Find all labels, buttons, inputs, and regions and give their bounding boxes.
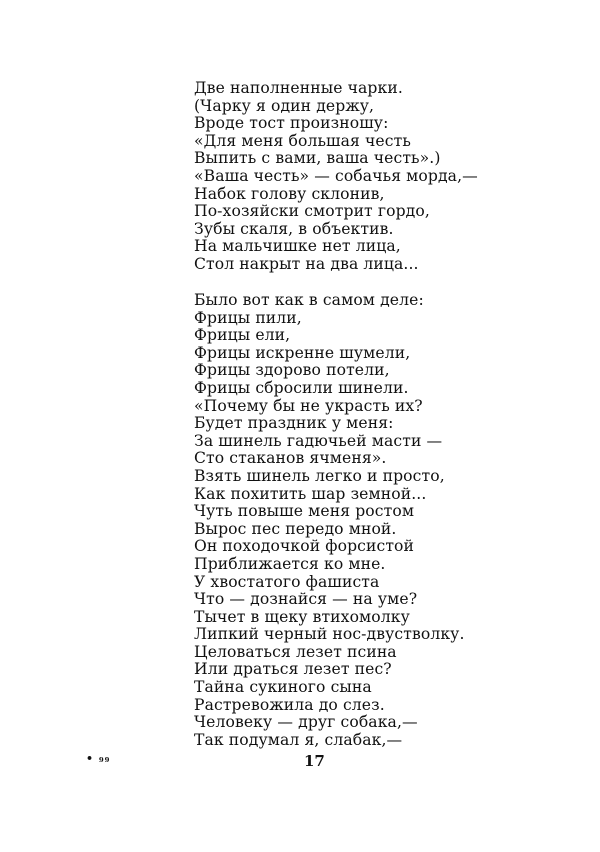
poem-line: Набок голову склонив, — [194, 184, 385, 203]
poem-line: Тычет в щеку втихомолку — [194, 607, 410, 626]
poem-line: Две наполненные чарки. — [194, 79, 403, 97]
poem-line: «Ваша честь» — собачья морда,— — [194, 166, 478, 185]
poem-line: Тайна сукиного сына — [194, 678, 372, 697]
poem-line: (Чарку я один держу, — [194, 96, 375, 115]
poem-line: Фрицы ели, — [194, 326, 291, 345]
poem-line: Или драться лезет пес? — [194, 660, 392, 679]
poem-line: У хвостатого фашиста — [194, 572, 380, 591]
poem-line: Он походочкой форсистой — [194, 537, 415, 556]
poem-line: Зубы скаля, в объектив. — [194, 219, 394, 238]
poem-line: Человеку — друг собака,— — [194, 713, 418, 732]
poem-line: Вроде тост произношу: — [194, 114, 389, 133]
poem-line: Чуть повыше меня ростом — [194, 502, 415, 521]
poem-line: Взять шинель легко и просто, — [194, 466, 445, 485]
poem-line: «Почему бы не украсть их? — [194, 396, 423, 415]
poem-line: Фрицы пили, — [194, 308, 302, 327]
poem-line: Приближается ко мне. — [194, 554, 386, 573]
stanza-2 — [194, 292, 465, 749]
poem-line: На мальчишке нет лица, — [194, 237, 401, 256]
poem-line: Фрицы искренне шумели, — [194, 343, 411, 362]
poem-line: Как похитить шар земной... — [194, 484, 427, 503]
poem-line: Липкий черный нос-двустволку. — [194, 625, 465, 644]
poem-line: Сто стаканов ячменя». — [194, 449, 387, 468]
poem-line: Выпить с вами, ваша честь».) — [194, 149, 441, 168]
poem-line: За шинель гадючьей масти — — [194, 431, 443, 450]
poem-line: Было вот как в самом деле: — [194, 291, 424, 309]
poem-line: Так подумал я, слабак,— — [194, 730, 403, 749]
poem-line: Будет праздник у меня: — [194, 414, 394, 433]
poem-line: По-хозяйски смотрит гордо, — [194, 202, 430, 221]
printer-signature-mark: • ₉₉ — [86, 752, 111, 765]
page-number: 17 — [304, 752, 325, 770]
poem-line: Стол накрыт на два лица... — [194, 254, 419, 273]
poem-line: Растревожила до слез. — [194, 695, 385, 714]
poem-line: Фрицы здорово потели, — [194, 361, 390, 380]
stanza-1 — [194, 80, 478, 274]
poem-line: Фрицы сбросили шинели. — [194, 378, 409, 397]
poem-line: Целоваться лезет псина — [194, 642, 397, 661]
poem-line: «Для меня большая честь — [194, 131, 411, 150]
poem-line: Вырос пес передо мной. — [194, 519, 397, 538]
poem-line: Что — дознайся — на уме? — [194, 590, 418, 609]
